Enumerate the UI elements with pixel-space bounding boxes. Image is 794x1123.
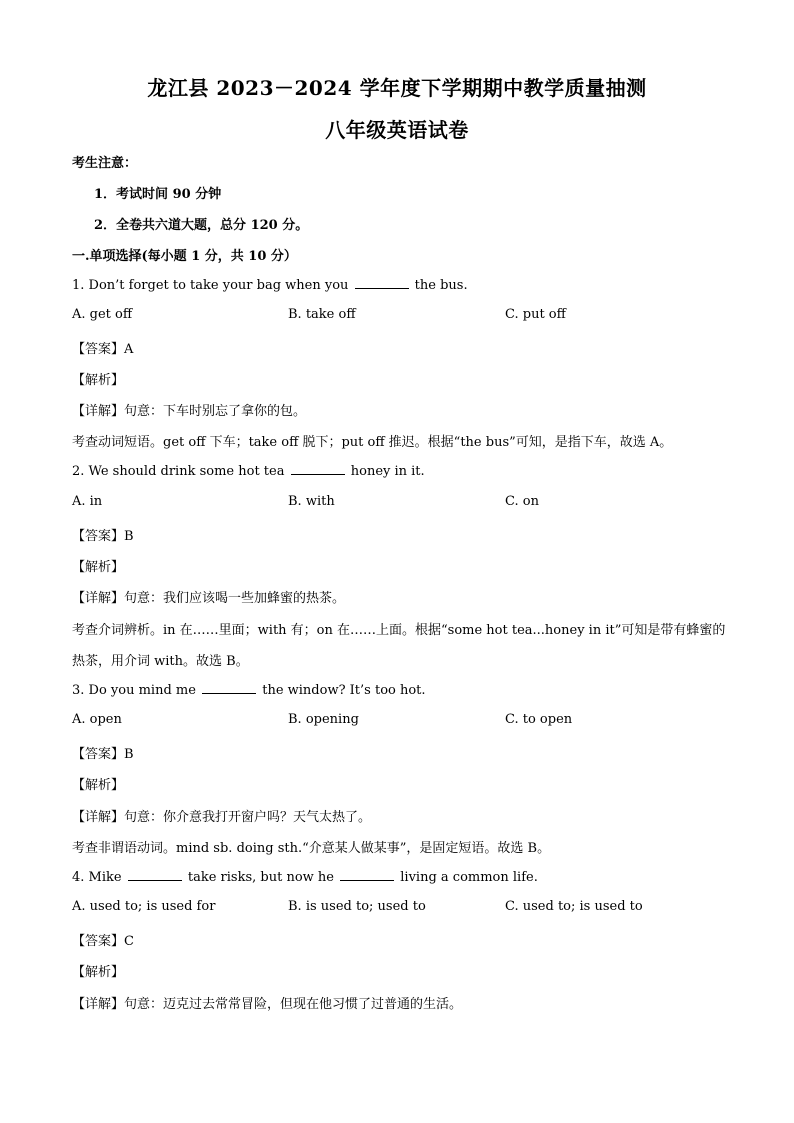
page-title: 龙江县 2023－2024 学年度下学期期中教学质量抽测 (147, 76, 647, 100)
option-b: B. is used to; used to (288, 899, 426, 914)
stem-text: 3. Do you mind me (72, 683, 196, 698)
answer-blank (128, 868, 182, 881)
detail-line: 【详解】句意：迈克过去常常冒险，但现在他习惯了过普通的生活。 (72, 997, 463, 1012)
stem-text: 2. We should drink some hot tea (72, 464, 285, 479)
notice-item: 1．考试时间 90 分钟 (94, 187, 222, 202)
stem-text: take risks, but now he (187, 870, 334, 885)
stem-text: living a common life. (400, 870, 538, 885)
explain-line: 考查动词短语。get off 下车；take off 脱下；put off 推迟。根据“the bus”可知，是指下车，故选 A。 (72, 435, 673, 450)
page-subtitle: 八年级英语试卷 (325, 118, 469, 142)
detail-line: 【详解】句意：我们应该喝一些加蜂蜜的热茶。 (72, 591, 346, 606)
option-b: B. take off (288, 307, 356, 322)
option-c: C. on (505, 494, 539, 509)
detail-line: 【详解】句意：下车时别忘了拿你的包。 (72, 404, 307, 419)
answer-blank (355, 276, 409, 289)
option-b: B. opening (288, 712, 359, 727)
stem-text: the window? It’s too hot. (262, 683, 426, 698)
option-c: C. put off (505, 307, 566, 322)
option-c: C. to open (505, 712, 573, 727)
answer-line: 【答案】A (72, 342, 134, 357)
answer-blank (291, 462, 345, 475)
stem-text: 4. Mike (72, 870, 122, 885)
option-a: A. used to; is used for (72, 899, 216, 914)
question-stem (72, 276, 468, 293)
section-heading: 一.单项选择(每小题 1 分，共 10 分） (72, 249, 297, 264)
analysis-label: 【解析】 (72, 560, 125, 575)
stem-text: honey in it. (350, 464, 425, 479)
stem-text: 1. Don’t forget to take your bag when you (72, 278, 349, 293)
option-c: C. used to; is used to (505, 899, 643, 914)
question-stem (72, 681, 426, 698)
explain-line: 考查非谓语动词。mind sb. doing sth.“介意某人做某事”，是固定短语。故选 B。 (72, 841, 551, 856)
question-stem (72, 462, 425, 479)
answer-line: 【答案】B (72, 747, 134, 762)
analysis-label: 【解析】 (72, 778, 125, 793)
answer-blank (340, 868, 394, 881)
stem-text: the bus. (414, 278, 468, 293)
question-stem (72, 868, 538, 885)
notice-heading: 考生注意： (72, 156, 138, 171)
analysis-label: 【解析】 (72, 965, 125, 980)
detail-line: 【详解】句意：你介意我打开窗户吗？天气太热了。 (72, 810, 372, 825)
option-a: A. open (72, 712, 122, 727)
option-b: B. with (288, 494, 335, 509)
explain-line: 考查介词辨析。in 在……里面；with 有；on 在……上面。根据“some hot tea...honey in it”可知是带有蜂蜜的 (72, 623, 726, 638)
option-a: A. in (72, 494, 103, 509)
answer-blank (202, 681, 256, 694)
answer-line: 【答案】B (72, 529, 134, 544)
option-a: A. get off (72, 307, 133, 322)
answer-line: 【答案】C (72, 934, 134, 949)
analysis-label: 【解析】 (72, 373, 125, 388)
explain-line: 热茶，用介词 with。故选 B。 (72, 654, 249, 669)
notice-item: 2．全卷共六道大题，总分 120 分。 (94, 218, 309, 233)
